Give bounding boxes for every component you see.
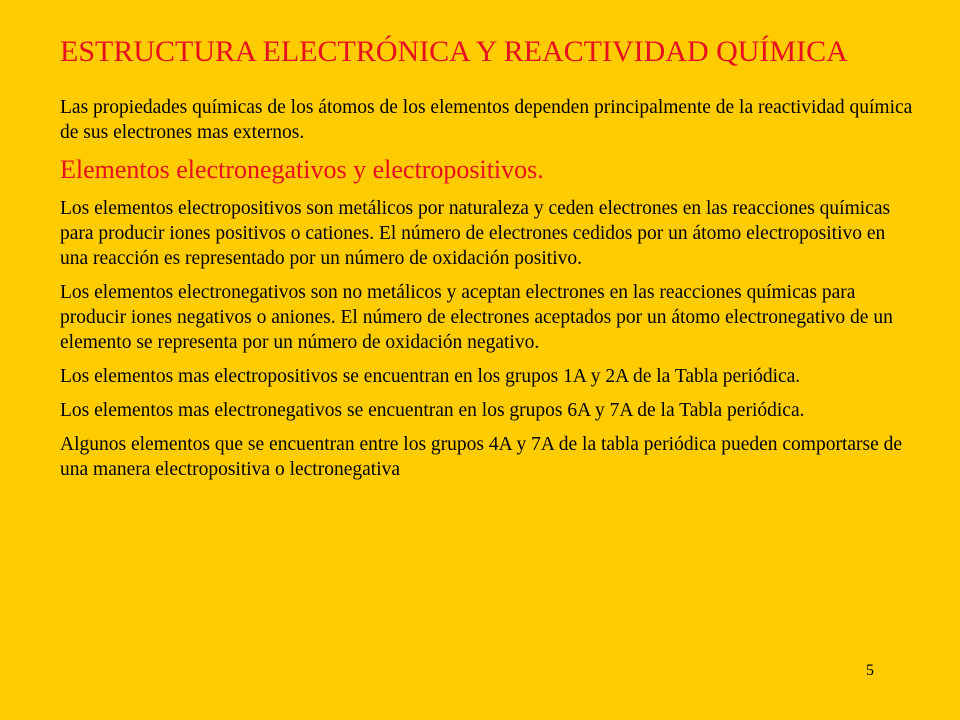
slide-content [60, 95, 915, 491]
intro-paragraph: Las propiedades químicas de los átomos de los elementos dependen principalmente de la reactividad química de sus electrones mas externos. [60, 97, 913, 143]
section-heading: Elementos electronegativos y electropositivos. [60, 155, 544, 184]
paragraph-electropositive: Los elementos electropositivos son metálicos por naturaleza y ceden electrones en las reacciones químicas para producir iones positivos o cationes. El número de electrones cedidos por un átomo electropositivo en una reacción es representado por un número de oxidación positivo. [60, 198, 891, 269]
paragraph-electronegative: Los elementos electronegativos son no metálicos y aceptan electrones en las reacciones químicas para producir iones negativos o aniones. El número de electrones aceptados por un átomo electronegativo de un elemento se representa por un número de oxidación negativo. [60, 282, 893, 353]
slide-title: ESTRUCTURA ELECTRÓNICA Y REACTIVIDAD QUÍMICA [60, 35, 848, 68]
paragraph-electropositive-groups: Los elementos mas electropositivos se encuentran en los grupos 1A y 2A de la Tabla periódica. [60, 366, 801, 387]
paragraph-amphoteric-elements: Algunos elementos que se encuentran entre los grupos 4A y 7A de la tabla periódica pueden comportarse de una manera electropositiva o lectronegativa [60, 434, 903, 480]
paragraph-electronegative-groups: Los elementos mas electronegativos se encuentran en los grupos 6A y 7A de la Tabla periódica. [60, 400, 805, 421]
page-number: 5 [866, 662, 874, 679]
